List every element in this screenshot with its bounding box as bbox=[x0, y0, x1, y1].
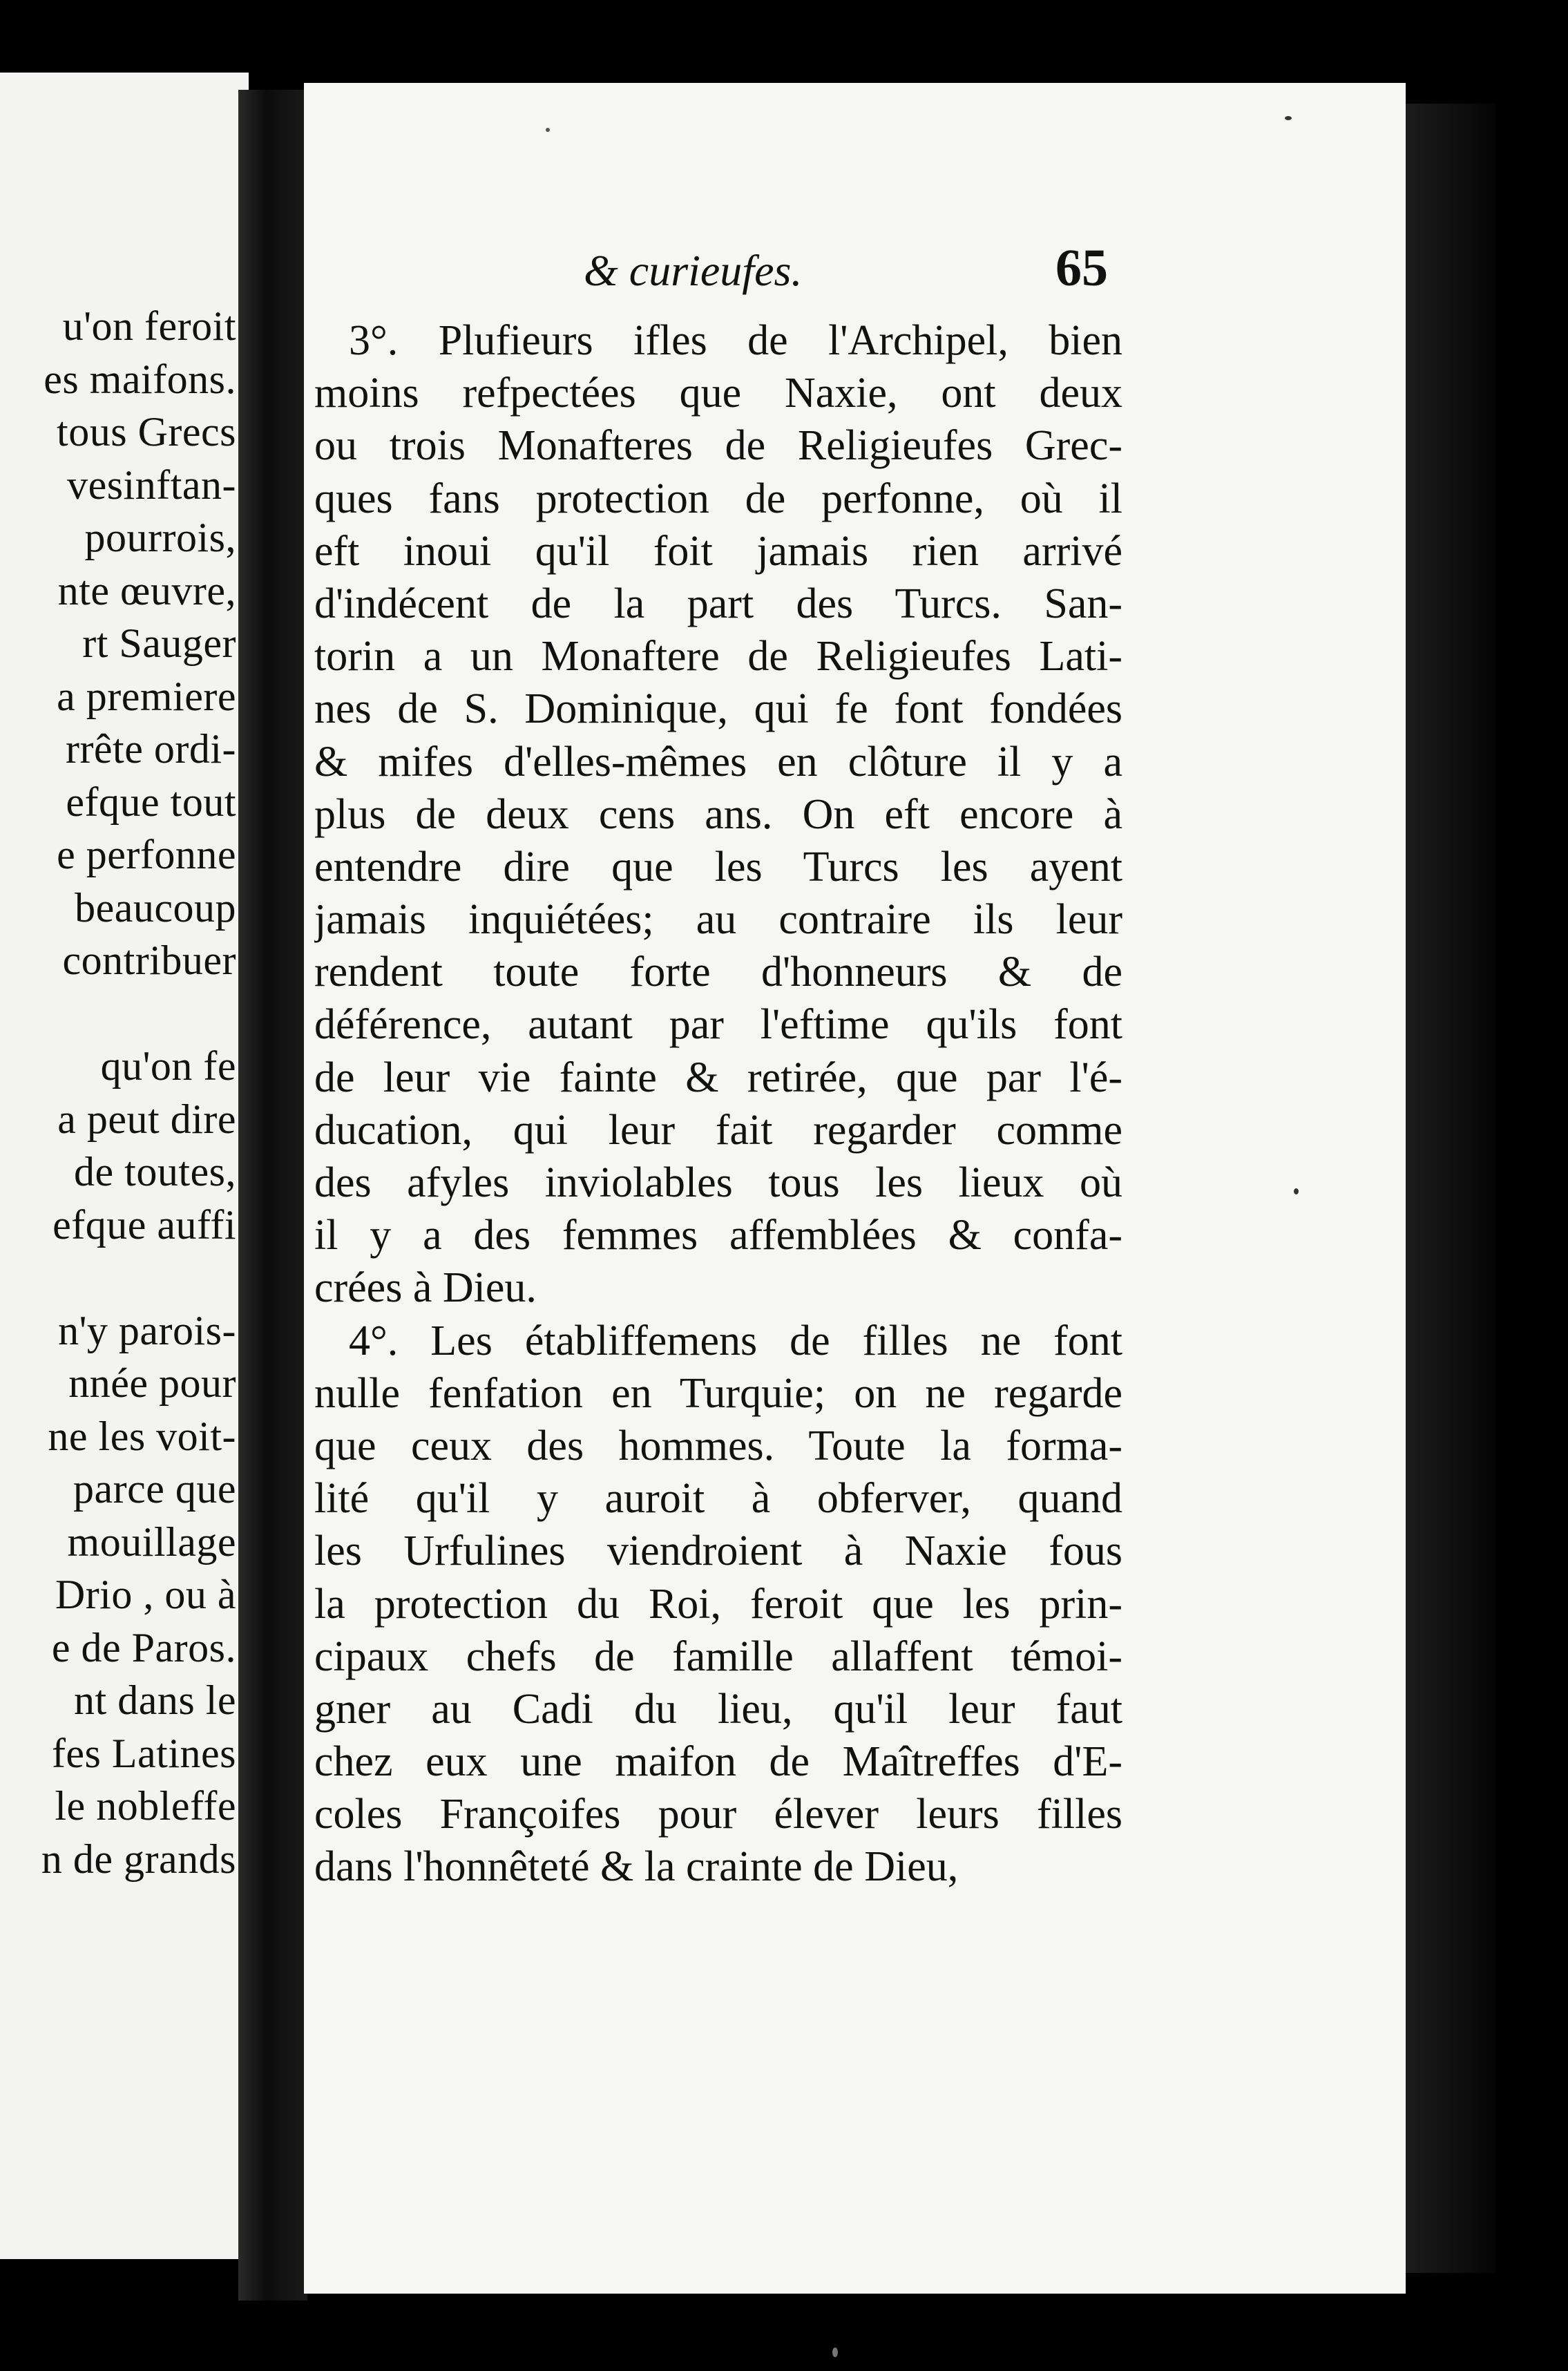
text-line: chez eux une maifon de Maîtreffes d'E- bbox=[314, 1738, 1122, 1786]
text-line: moins refpectées que Naxie, ont deux bbox=[314, 370, 1122, 417]
text-line: 4°. Les établiffemens de filles ne font bbox=[349, 1317, 1122, 1364]
text-line: que ceux des hommes. Toute la forma- bbox=[314, 1422, 1122, 1469]
text-line: la protection du Roi, feroit que les prin- bbox=[314, 1580, 1122, 1628]
left-text-line: nte œuvre, bbox=[57, 567, 236, 613]
page-speck bbox=[1294, 1188, 1299, 1194]
page-number: 65 bbox=[1055, 239, 1108, 297]
page-speck bbox=[546, 128, 550, 132]
text-line: des afyles inviolables tous les lieux où bbox=[314, 1159, 1122, 1206]
text-line: nes de S. Dominique, qui fe font fondées bbox=[314, 685, 1122, 733]
left-text-line: pourrois, bbox=[84, 515, 236, 560]
book-gutter bbox=[238, 90, 307, 2301]
left-text-line: n'y parois- bbox=[58, 1307, 236, 1353]
text-line: ou trois Monafteres de Religieufes Grec- bbox=[314, 422, 1122, 470]
text-line: cipaux chefs de famille allaffent témoi- bbox=[314, 1632, 1122, 1680]
text-line: les Urfulines viendroient à Naxie fous bbox=[314, 1527, 1122, 1575]
right-page-text bbox=[314, 314, 1122, 1894]
text-line: rendent toute forte d'honneurs & de bbox=[314, 949, 1122, 996]
left-text-line: u'on feroit bbox=[62, 303, 236, 349]
page-speck bbox=[832, 2348, 838, 2357]
left-text-line: a peut dire bbox=[57, 1096, 236, 1142]
left-text-line: tous Grecs bbox=[57, 409, 236, 455]
left-text-line: es maifons. bbox=[44, 356, 236, 402]
text-line: jamais inquiétées; au contraire ils leur bbox=[314, 896, 1122, 944]
text-line: coles Françoifes pour élever leurs filles bbox=[314, 1791, 1122, 1838]
text-line: plus de deux cens ans. On eft encore à bbox=[314, 790, 1122, 838]
text-line: ducation, qui leur fait regarder comme bbox=[314, 1106, 1122, 1154]
text-line: gner au Cadi du lieu, qu'il leur faut bbox=[314, 1685, 1122, 1733]
left-text-line: le nobleffe bbox=[55, 1783, 236, 1829]
left-text-line: vesinftan- bbox=[67, 461, 236, 508]
left-text-line: Drio , ou à bbox=[55, 1572, 236, 1617]
left-text-line: nnée pour bbox=[68, 1360, 236, 1406]
text-line: lité qu'il y auroit à obferver, quand bbox=[314, 1475, 1122, 1523]
text-line: nulle fenfation en Turquie; on ne regarde bbox=[314, 1369, 1122, 1417]
left-text-line: a premiere bbox=[57, 673, 236, 719]
page-edge-shadow bbox=[1406, 104, 1495, 2273]
text-line: il y a des femmes affemblées & confa- bbox=[314, 1212, 1122, 1259]
left-text-line: e perfonne bbox=[57, 832, 236, 877]
running-head: & curieufes. bbox=[584, 246, 803, 295]
text-line: torin a un Monaftere de Religieufes Lati- bbox=[314, 633, 1122, 680]
text-line: ques fans protection de perfonne, où il bbox=[314, 475, 1122, 522]
text-line: entendre dire que les Turcs les ayent bbox=[314, 843, 1122, 891]
left-text-line: mouillage bbox=[67, 1518, 236, 1565]
text-line: déférence, autant par l'eftime qu'ils font bbox=[314, 1001, 1122, 1049]
left-text-line: nt dans le bbox=[74, 1677, 236, 1723]
text-line: crées à Dieu. bbox=[314, 1264, 537, 1312]
left-text-line: e de Paros. bbox=[51, 1624, 236, 1670]
left-text-line: efque tout bbox=[66, 779, 236, 825]
text-line: & mifes d'elles-mêmes en clôture il y a bbox=[314, 738, 1122, 785]
left-text-line: qu'on fe bbox=[100, 1043, 236, 1089]
left-text-line: n de grands bbox=[41, 1836, 236, 1882]
left-text-line: ne les voit- bbox=[48, 1413, 236, 1459]
left-text-line: efque auffi bbox=[52, 1201, 236, 1248]
left-text-line: de toutes, bbox=[74, 1149, 236, 1194]
text-line: d'indécent de la part des Turcs. San- bbox=[314, 580, 1122, 627]
text-line: 3°. Plufieurs ifles de l'Archipel, bien bbox=[349, 317, 1122, 364]
left-text-line: fes Latines bbox=[51, 1730, 236, 1776]
text-line: dans l'honnêteté & la crainte de Dieu, bbox=[314, 1843, 959, 1891]
left-text-line: parce que bbox=[73, 1466, 236, 1512]
text-line: eft inoui qu'il foit jamais rien arrivé bbox=[314, 527, 1122, 575]
left-text-line: rrête ordi- bbox=[65, 726, 236, 772]
left-text-line: rt Sauger bbox=[82, 620, 236, 666]
left-text-line: beaucoup bbox=[75, 884, 236, 931]
left-page bbox=[0, 73, 249, 2259]
left-text-line: contribuer bbox=[62, 937, 236, 983]
text-line: de leur vie fainte & retirée, que par l'é- bbox=[314, 1054, 1122, 1101]
page-speck bbox=[1285, 116, 1292, 120]
